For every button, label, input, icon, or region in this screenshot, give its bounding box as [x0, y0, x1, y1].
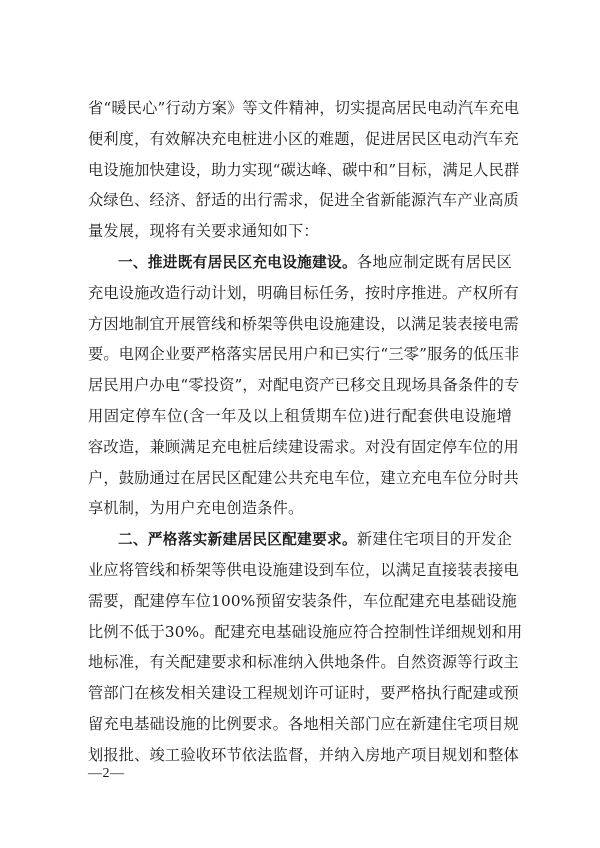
text-line: 众绿色、经济、舒适的出行需求，促进全省新能源汽车产业高质	[88, 191, 519, 210]
text-line: 量发展，现将有关要求通知如下：	[88, 222, 319, 241]
text-run: 新建住宅项目的开发企	[356, 530, 513, 549]
page-number: —2—	[88, 766, 125, 781]
text-line: 容改造，兼顾满足充电桩后续建设需求。对没有固定停车位的用	[88, 437, 519, 456]
text-line: 留充电基础设施的比例要求。各地相关部门应在新建住宅项目规	[88, 714, 519, 733]
text-line: 省“暖民心”行动方案》等文件精神，切实提高居民电动汽车充电	[88, 99, 520, 117]
text-line: 管部门在核发相关建设工程规划许可证时，要严格执行配建或预	[88, 684, 519, 703]
paragraph	[88, 247, 520, 524]
text-line: 需要，配建停车位100%预留安装条件，车位配建充电基础设施	[88, 591, 517, 610]
text-line	[88, 524, 512, 555]
text-line: 地标准，有关配建要求和标准纳入供地条件。自然资源等行政主	[88, 653, 519, 672]
text-line: 户，鼓励通过在居民区配建公共充电车位，建立充电车位分时共	[88, 468, 519, 487]
text-line: 居民用户办电“零投资”，对配电资产已移交且现场具备条件的专	[88, 376, 520, 395]
text-line: 用固定停车位(含一年及以上租赁期车位)进行配套供电设施增	[88, 406, 512, 425]
text-line: 享机制，为用户充电创造条件。	[88, 499, 304, 518]
text-line	[88, 247, 512, 278]
paragraph	[88, 524, 523, 770]
section-heading: 二、严格落实新建居民区配建要求。	[118, 531, 357, 549]
text-line: 电设施加快建设，助力实现“碳达峰、碳中和”目标，满足人民群	[88, 160, 520, 179]
text-line: 便利度，有效解决充电桩进小区的难题，促进居民区电动汽车充	[88, 129, 519, 148]
text-line: 方因地制宜开展管线和桥架等供电设施建设，以满足装表接电需	[88, 314, 519, 333]
text-line: 业应将管线和桥架等供电设施建设到车位，以满足直接装表接电	[88, 560, 519, 579]
document-body	[88, 93, 523, 771]
text-line: 充电设施改造行动计划，明确目标任务，按时序推进。产权所有	[88, 283, 519, 302]
text-line: 比例不低于30%。配建充电基础设施应符合控制性详细规划和用	[88, 622, 523, 641]
text-line: 要。电网企业要严格落实居民用户和已实行“三零”服务的低压非	[88, 345, 520, 364]
text-run: 各地应制定既有居民区	[356, 252, 513, 271]
section-heading: 一、推进既有居民区充电设施建设。	[118, 253, 357, 271]
paragraph	[88, 93, 520, 247]
text-line: 划报批、竣工验收环节依法监督，并纳入房地产项目规划和整体	[88, 745, 519, 764]
